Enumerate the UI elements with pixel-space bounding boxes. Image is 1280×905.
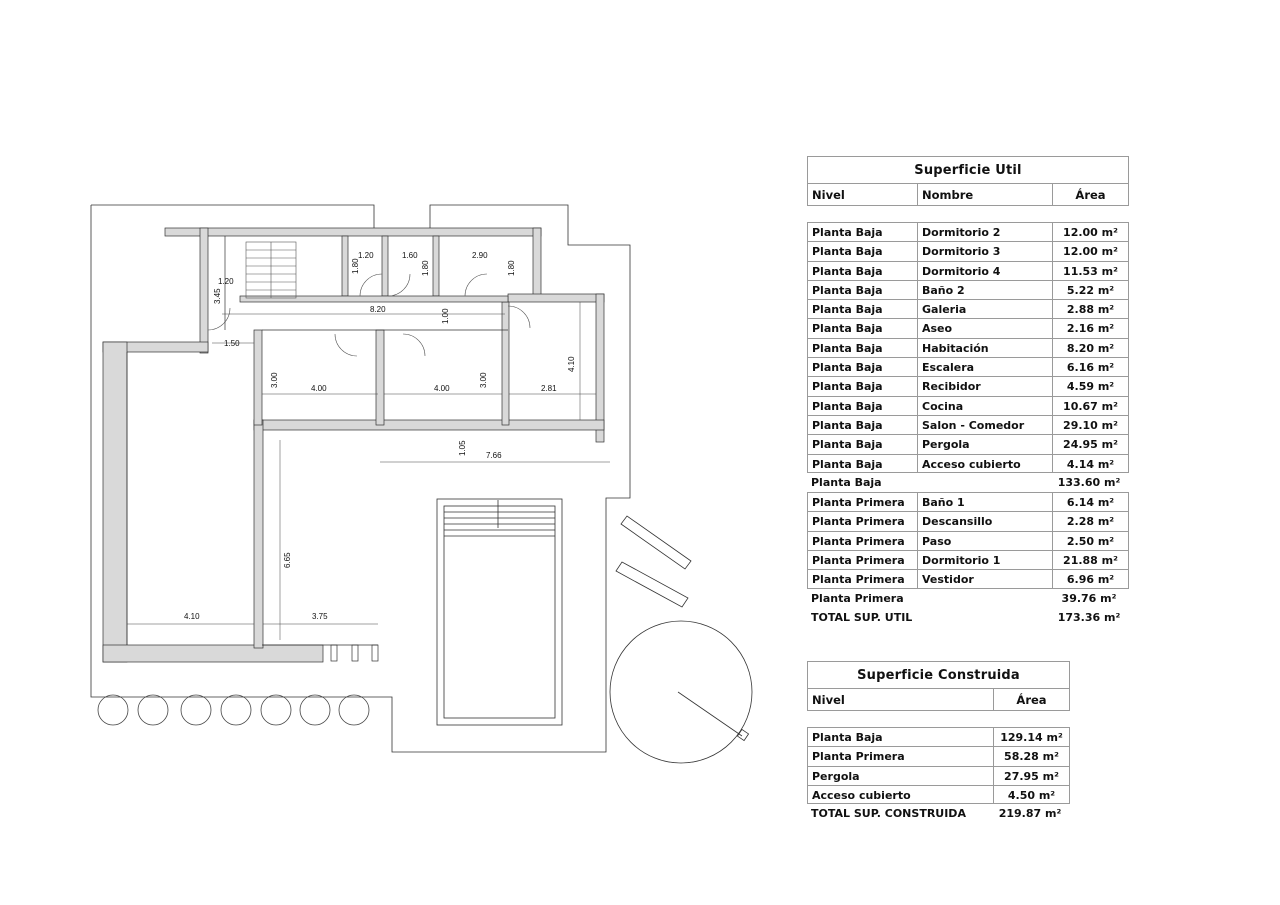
table-cell: 4.59 m² xyxy=(1052,377,1128,395)
table-row xyxy=(807,531,1129,550)
table-cell: Dormitorio 1 xyxy=(917,551,1052,569)
table-row xyxy=(807,785,1070,804)
table-cell: Planta Baja xyxy=(812,226,883,239)
table-row xyxy=(807,280,1129,299)
table-cell: 29.10 m² xyxy=(1052,416,1128,434)
table-cell: TOTAL SUP. UTIL xyxy=(811,610,913,624)
dim-label: 1.80 xyxy=(507,260,516,276)
table-row xyxy=(807,318,1129,337)
table-cell: 8.20 m² xyxy=(1052,339,1128,357)
table-cell: Baño 2 xyxy=(917,281,1052,299)
dim-label: 4.10 xyxy=(184,612,200,621)
table-cell: Dormitorio 4 xyxy=(917,262,1052,280)
dim-label: 3.75 xyxy=(312,612,328,621)
table-cell: Descansillo xyxy=(917,512,1052,530)
table-row xyxy=(807,434,1129,453)
table-cell: Planta Baja xyxy=(812,380,883,394)
table-cell: Planta Baja xyxy=(812,361,883,375)
table-cell xyxy=(916,589,1051,608)
dim-label: 1.00 xyxy=(441,308,450,324)
table-row xyxy=(807,727,1070,746)
table-cell: 10.67 m² xyxy=(1052,397,1128,415)
table-row xyxy=(807,746,1070,765)
dim-label: 3.45 xyxy=(213,288,222,304)
table-cell: Planta Primera xyxy=(812,515,905,529)
table-row xyxy=(807,454,1129,473)
dim-label: 4.00 xyxy=(311,384,327,393)
table-cell: Paso xyxy=(917,532,1052,550)
trees xyxy=(98,695,369,725)
subtotal-row xyxy=(807,608,1129,627)
dimension-labels xyxy=(184,251,576,621)
table-cell: 12.00 m² xyxy=(1052,242,1128,260)
umbrella xyxy=(610,621,752,763)
table-cell: Planta Baja xyxy=(811,475,882,489)
table-cell: Acceso cubierto xyxy=(812,788,911,802)
table-cell: Planta Baja xyxy=(812,457,883,471)
table-cell: Galeria xyxy=(917,300,1052,318)
table-row xyxy=(807,261,1129,280)
table-cell: 219.87 m² xyxy=(998,807,1062,821)
dim-label: 8.20 xyxy=(370,305,386,314)
table-cell: Planta Baja xyxy=(812,245,883,259)
table-cell: Planta Primera xyxy=(812,573,905,587)
table-cell: Dormitorio 2 xyxy=(917,223,1052,241)
table-cell: Baño 1 xyxy=(917,493,1052,511)
superficie-util-table xyxy=(807,156,1129,627)
table-cell: Planta Baja xyxy=(812,731,883,744)
table-row xyxy=(807,396,1129,415)
dim-label: 1.20 xyxy=(218,277,234,286)
staircase xyxy=(246,242,296,298)
dim-label: 1.50 xyxy=(224,339,240,348)
table-cell: 173.36 m² xyxy=(1057,610,1121,624)
header-area: Área xyxy=(1052,184,1128,205)
dim-label: 1.20 xyxy=(358,251,374,260)
table-cell: 133.60 m² xyxy=(1057,475,1121,489)
table-cell: Planta Primera xyxy=(812,554,905,568)
table-cell: Planta Baja xyxy=(812,399,883,413)
table-cell: 39.76 m² xyxy=(1061,591,1117,605)
table-row xyxy=(807,357,1129,376)
sun-loungers xyxy=(616,516,691,607)
table-cell: Planta Primera xyxy=(811,591,904,605)
table-cell: 4.14 m² xyxy=(1052,455,1128,472)
plot-boundary xyxy=(91,205,630,752)
table-cell: Vestidor xyxy=(917,570,1052,587)
table-cell: Pergola xyxy=(812,769,860,783)
subtotal-row xyxy=(807,473,1129,492)
table-cell: 24.95 m² xyxy=(1052,435,1128,453)
table-cell: Dormitorio 3 xyxy=(917,242,1052,260)
walls xyxy=(103,228,604,662)
table-cell: 6.16 m² xyxy=(1052,358,1128,376)
header-nivel: Nivel xyxy=(812,188,845,202)
table-cell: Planta Primera xyxy=(812,750,905,764)
table-cell: Planta Baja xyxy=(812,438,883,452)
table-header xyxy=(807,184,1129,206)
table-cell: 27.95 m² xyxy=(993,767,1069,785)
table-row xyxy=(807,550,1129,569)
table-cell: 21.88 m² xyxy=(1052,551,1128,569)
table-cell: Salon - Comedor xyxy=(917,416,1052,434)
table-cell: Planta Baja xyxy=(812,341,883,355)
table-cell: Planta Baja xyxy=(812,283,883,297)
table-cell: Recibidor xyxy=(917,377,1052,395)
table-cell: 2.50 m² xyxy=(1052,532,1128,550)
dim-label: 3.00 xyxy=(270,372,279,388)
table-cell: Planta Baja xyxy=(812,322,883,336)
table-cell: 12.00 m² xyxy=(1052,223,1128,241)
table-row xyxy=(807,338,1129,357)
table-cell: 4.50 m² xyxy=(993,786,1069,803)
table-cell: Escalera xyxy=(917,358,1052,376)
total-row xyxy=(807,804,1070,823)
table-cell: Cocina xyxy=(917,397,1052,415)
table-cell: TOTAL SUP. CONSTRUIDA xyxy=(811,807,966,821)
dim-label: 2.81 xyxy=(541,384,557,393)
swimming-pool xyxy=(437,499,562,725)
table-row xyxy=(807,222,1129,241)
header-nombre: Nombre xyxy=(917,184,1052,205)
table-cell: 6.14 m² xyxy=(1052,493,1128,511)
table-row xyxy=(807,376,1129,395)
table-row xyxy=(807,766,1070,785)
table-cell xyxy=(916,608,1051,627)
table-cell: Habitación xyxy=(917,339,1052,357)
table-cell: 2.88 m² xyxy=(1052,300,1128,318)
table-cell: Planta Baja xyxy=(812,303,883,317)
table-cell: 2.16 m² xyxy=(1052,319,1128,337)
superficie-construida-table xyxy=(807,661,1070,823)
construida-rows xyxy=(807,727,1070,823)
bollards xyxy=(331,645,378,661)
table-cell: 129.14 m² xyxy=(993,728,1069,746)
table-header xyxy=(807,689,1070,711)
header-nivel: Nivel xyxy=(812,693,845,707)
table-row xyxy=(807,241,1129,260)
table-cell: Planta Baja xyxy=(812,264,883,278)
dim-label: 1.05 xyxy=(458,440,467,456)
dim-label: 6.65 xyxy=(283,552,292,568)
table-row xyxy=(807,415,1129,434)
table-cell: 6.96 m² xyxy=(1052,570,1128,587)
dim-label: 1.80 xyxy=(421,260,430,276)
dim-label: 1.80 xyxy=(351,258,360,274)
table-cell: Planta Baja xyxy=(812,418,883,432)
table-title: Superficie Construida xyxy=(807,661,1070,689)
dim-label: 1.60 xyxy=(402,251,418,260)
table-cell: 5.22 m² xyxy=(1052,281,1128,299)
table-cell: 58.28 m² xyxy=(993,747,1069,765)
table-cell: Pergola xyxy=(917,435,1052,453)
table-cell: Acceso cubierto xyxy=(917,455,1052,472)
table-cell: 2.28 m² xyxy=(1052,512,1128,530)
util-rows xyxy=(807,222,1129,627)
table-row xyxy=(807,569,1129,588)
dim-label: 4.00 xyxy=(434,384,450,393)
dim-label: 7.66 xyxy=(486,451,502,460)
table-cell: 11.53 m² xyxy=(1052,262,1128,280)
table-cell: Aseo xyxy=(917,319,1052,337)
table-row xyxy=(807,511,1129,530)
table-cell: Planta Primera xyxy=(812,496,905,510)
table-title: Superficie Util xyxy=(807,156,1129,184)
dim-label: 3.00 xyxy=(479,372,488,388)
table-row xyxy=(807,299,1129,318)
dim-label: 4.10 xyxy=(567,356,576,372)
table-row xyxy=(807,492,1129,511)
table-cell: Planta Primera xyxy=(812,534,905,548)
table-cell xyxy=(916,473,1051,492)
subtotal-row xyxy=(807,589,1129,608)
header-area: Área xyxy=(993,689,1069,710)
dim-label: 2.90 xyxy=(472,251,488,260)
